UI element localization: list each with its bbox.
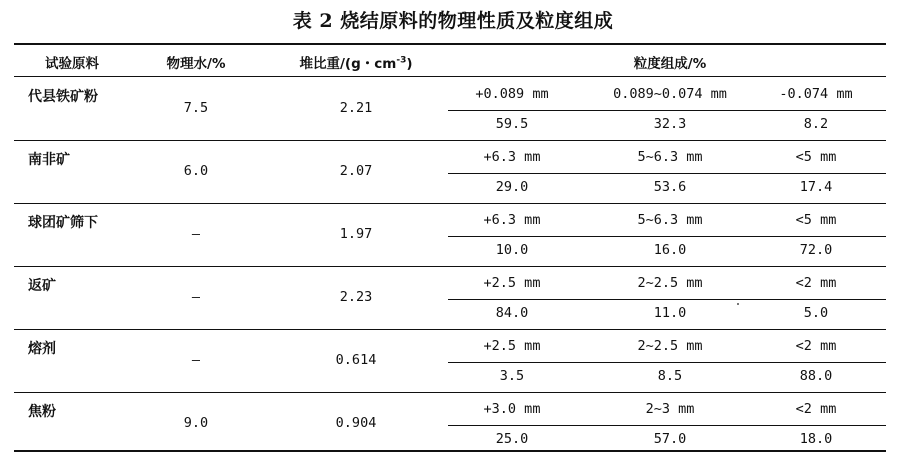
size-percent-value: 8.2 [803, 116, 829, 132]
size-percent-value: 10.0 [495, 242, 529, 258]
water-value: — [191, 226, 201, 242]
size-range-label: <5 mm [795, 212, 837, 228]
density-value: 0.904 [335, 415, 377, 431]
header-size: 粒度组成/% [633, 56, 707, 72]
row-rule [14, 140, 886, 141]
row-rule [14, 329, 886, 330]
water-value: 6.0 [183, 163, 209, 179]
size-range-label: 2~3 mm [645, 401, 695, 417]
size-subrule [448, 236, 886, 237]
bottom-rule [14, 450, 886, 452]
size-subrule [448, 110, 886, 111]
density-value: 2.21 [339, 100, 373, 116]
material-name: 南非矿 [28, 152, 70, 168]
size-range-label: 5~6.3 mm [637, 149, 703, 165]
size-range-label: 2~2.5 mm [637, 275, 703, 291]
material-name: 焦粉 [28, 404, 56, 420]
size-percent-value: 88.0 [799, 368, 833, 384]
table-title: 表 2 烧结原料的物理性质及粒度组成 [292, 10, 614, 32]
size-percent-value: 29.0 [495, 179, 529, 195]
size-percent-value: 84.0 [495, 305, 529, 321]
size-percent-value: 11.0 [653, 305, 687, 321]
density-value: 0.614 [335, 352, 377, 368]
size-range-label: -0.074 mm [779, 86, 853, 102]
size-range-label: <2 mm [795, 275, 837, 291]
size-range-label: 0.089~0.074 mm [613, 86, 727, 102]
header-material: 试验原料 [45, 56, 99, 72]
size-range-label: +6.3 mm [483, 212, 541, 228]
size-percent-value: 3.5 [499, 368, 525, 384]
water-value: — [191, 289, 201, 305]
size-percent-value: 72.0 [799, 242, 833, 258]
header-density: 堆比重/(g・$cm^{-3}$) [299, 55, 413, 72]
size-range-label: 5~6.3 mm [637, 212, 703, 228]
size-subrule [448, 173, 886, 174]
size-range-label: <2 mm [795, 338, 837, 354]
water-value: — [191, 352, 201, 368]
water-value: 9.0 [183, 415, 209, 431]
material-name: 熔剂 [28, 341, 56, 357]
size-percent-value: 53.6 [653, 179, 687, 195]
size-subrule [448, 362, 886, 363]
size-range-label: 2~2.5 mm [637, 338, 703, 354]
scan-dot [737, 303, 739, 305]
size-range-label: <2 mm [795, 401, 837, 417]
header-rule [14, 76, 886, 77]
size-range-label: <5 mm [795, 149, 837, 165]
size-subrule [448, 425, 886, 426]
size-percent-value: 59.5 [495, 116, 529, 132]
size-percent-value: 18.0 [799, 431, 833, 447]
material-name: 代县铁矿粉 [28, 89, 98, 105]
water-value: 7.5 [183, 100, 209, 116]
size-percent-value: 25.0 [495, 431, 529, 447]
size-percent-value: 16.0 [653, 242, 687, 258]
density-value: 2.23 [339, 289, 373, 305]
size-percent-value: 32.3 [653, 116, 687, 132]
size-subrule [448, 299, 886, 300]
size-range-label: +2.5 mm [483, 338, 541, 354]
size-percent-value: 5.0 [803, 305, 829, 321]
size-range-label: +3.0 mm [483, 401, 541, 417]
size-percent-value: 57.0 [653, 431, 687, 447]
row-rule [14, 266, 886, 267]
size-percent-value: 8.5 [657, 368, 683, 384]
size-range-label: +6.3 mm [483, 149, 541, 165]
size-range-label: +0.089 mm [475, 86, 549, 102]
material-name: 球团矿筛下 [28, 215, 98, 231]
material-name: 返矿 [28, 278, 56, 294]
size-percent-value: 17.4 [799, 179, 833, 195]
density-value: 1.97 [339, 226, 373, 242]
header-water: 物理水/% [166, 56, 226, 72]
row-rule [14, 392, 886, 393]
size-range-label: +2.5 mm [483, 275, 541, 291]
density-value: 2.07 [339, 163, 373, 179]
top-rule [14, 43, 886, 45]
row-rule [14, 203, 886, 204]
